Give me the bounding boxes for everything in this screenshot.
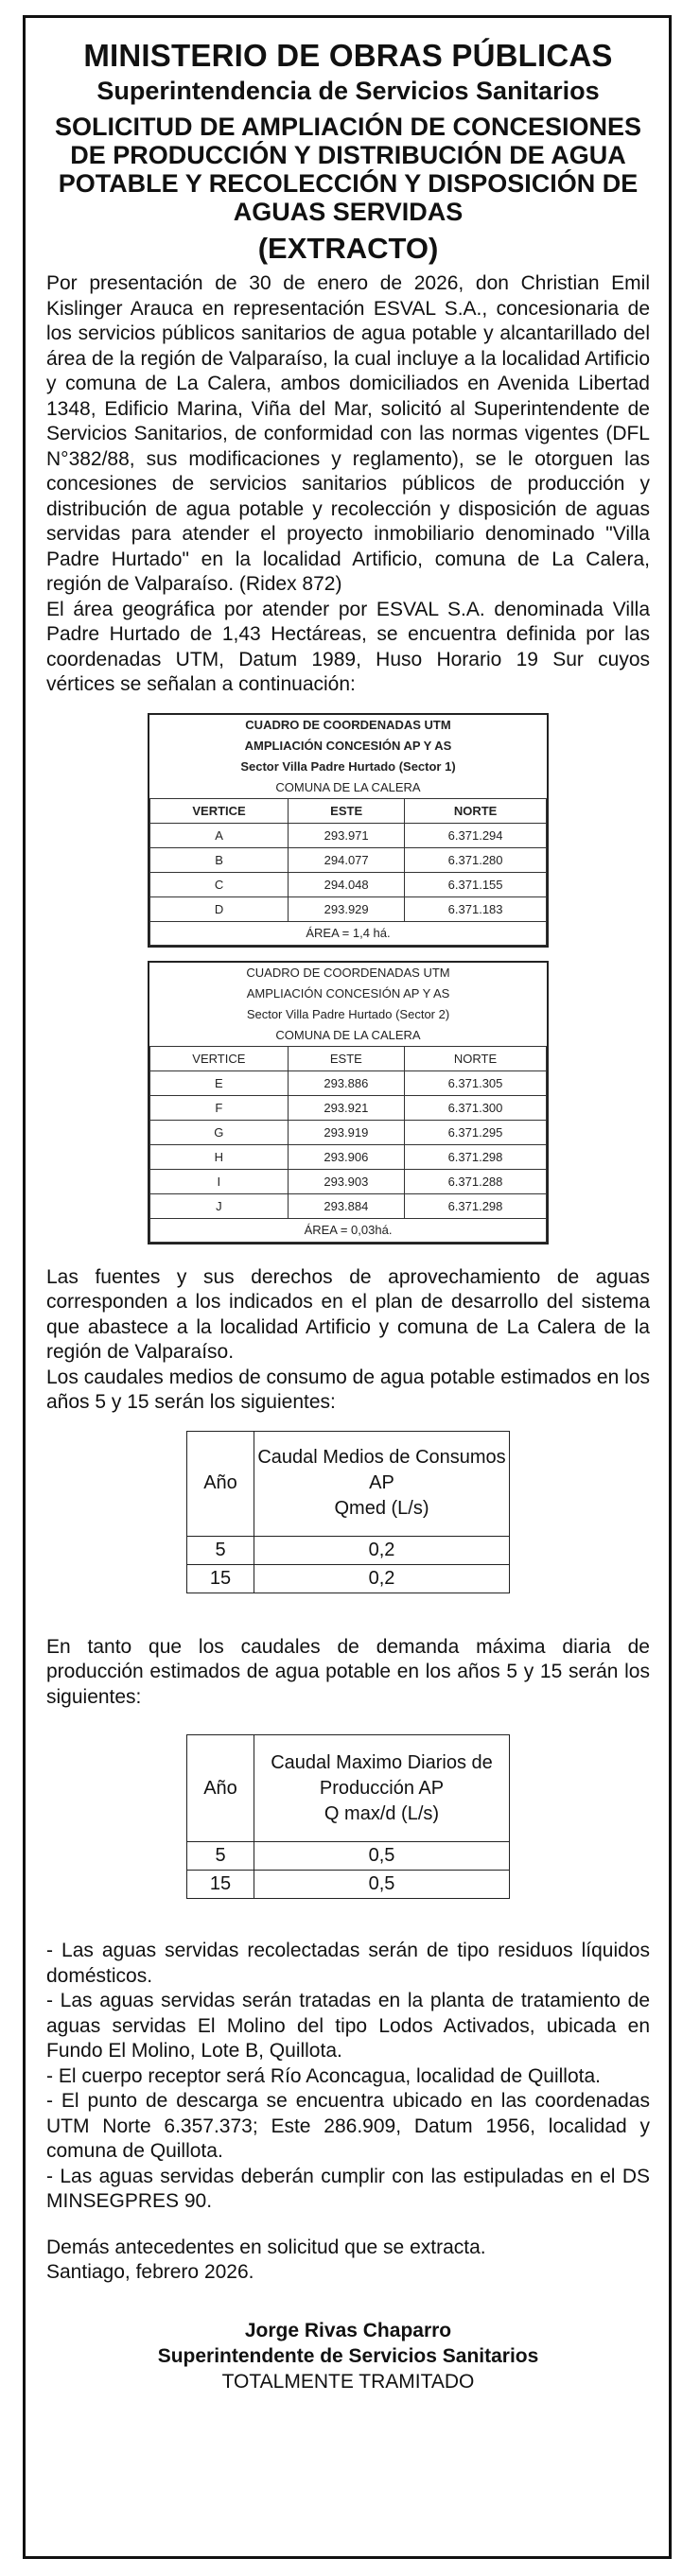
vertex-cell: G <box>150 1120 289 1144</box>
conditions-list <box>46 1939 650 2215</box>
vertex-cell: B <box>150 847 289 872</box>
north-cell: 6.371.288 <box>404 1169 546 1193</box>
vertex-cell: H <box>150 1144 289 1169</box>
east-cell: 293.884 <box>288 1193 404 1218</box>
notice-frame <box>23 15 672 2559</box>
table-row <box>150 1144 547 1169</box>
col-header: NORTE <box>404 1046 546 1070</box>
vertex-cell: A <box>150 823 289 847</box>
flow-header-line: AP <box>369 1472 394 1493</box>
area-cell: ÁREA = 0,03há. <box>150 1218 547 1242</box>
flow-header <box>254 1431 510 1536</box>
table-row <box>150 1095 547 1120</box>
coord-table-title: CUADRO DE COORDENADAS UTM <box>245 717 451 732</box>
processing-status: TOTALMENTE TRAMITADO <box>221 2370 475 2393</box>
signatory-name: Jorge Rivas Chaparro <box>244 2319 452 2341</box>
flow-header <box>254 1735 510 1842</box>
closing-line: Demás antecedentes en solicitud que se extracta. <box>46 2236 486 2258</box>
east-cell: 293.971 <box>289 823 405 847</box>
coord-table-sector-1 <box>148 713 549 948</box>
north-cell: 6.371.298 <box>404 1144 546 1169</box>
east-cell: 293.929 <box>289 896 405 921</box>
request-title-line: SOLICITUD DE AMPLIACIÓN DE CONCESIONES <box>54 113 642 141</box>
coord-table-title: CUADRO DE COORDENADAS UTM <box>246 965 450 980</box>
col-header: VERTICE <box>150 798 289 823</box>
intro-paragraph: Por presentación de 30 de enero de 2026, don Christian Emil Kislinger Arauca en representación ESVAL S.A., concesionaria de los servicios públicos sanitarios de agua potable y alcantarillado del área de la región de Valparaíso, la cual incluye a la localidad Artificio y comuna de La Calera, ambos domiciliados en Avenida Libertad 1348, Edificio Marina, Viña del Mar, solicitó al Superintendente de Servicios Sanitarios, de conformidad con las normas vigentes (DFL N°382/88, sus modificaciones y reglamento), se le otorguen las concesiones de servicios sanitarios públicos de producción y distribución de agua potable y recolección y disposición de aguas servidas para atender el proyecto inmobiliario denominado "Villa Padre Hurtado" en la localidad Artificio, comuna de La Calera, región de Valparaíso. (Ridex 872) <box>46 272 650 595</box>
vertex-cell: I <box>150 1169 289 1193</box>
closing-block <box>46 2236 650 2286</box>
coord-grid <box>149 798 547 946</box>
table-row <box>150 1169 547 1193</box>
coord-table-title: Sector Villa Padre Hurtado (Sector 1) <box>240 758 456 774</box>
production-table <box>186 1734 510 1899</box>
flow-cell: 0,5 <box>254 1842 510 1871</box>
coord-table-title: Sector Villa Padre Hurtado (Sector 2) <box>246 1006 450 1021</box>
east-cell: 293.906 <box>288 1144 404 1169</box>
north-cell: 6.371.300 <box>404 1095 546 1120</box>
agency-title: Superintendencia de Servicios Sanitarios <box>96 77 600 105</box>
coord-table-title: COMUNA DE LA CALERA <box>275 1027 421 1042</box>
flow-header-line: Producción AP <box>319 1777 445 1799</box>
table-row <box>150 847 547 872</box>
table-row <box>187 1871 510 1899</box>
vertex-cell: F <box>150 1095 289 1120</box>
signature-block <box>46 2318 650 2394</box>
vertex-cell: E <box>150 1070 289 1095</box>
coord-table-title: AMPLIACIÓN CONCESIÓN AP Y AS <box>246 985 450 1001</box>
east-cell: 293.903 <box>288 1169 404 1193</box>
consumption-table <box>186 1431 510 1593</box>
table-row <box>150 823 547 847</box>
request-title-line: DE PRODUCCIÓN Y DISTRIBUCIÓN DE AGUA <box>70 141 626 169</box>
vertex-cell: D <box>150 896 289 921</box>
north-cell: 6.371.298 <box>404 1193 546 1218</box>
east-cell: 294.048 <box>289 872 405 896</box>
flow-header-line: Caudal Medios de Consumos <box>257 1447 506 1468</box>
north-cell: 6.371.295 <box>404 1120 546 1144</box>
north-cell: 6.371.280 <box>405 847 547 872</box>
closing-date: Santiago, febrero 2026. <box>46 2261 254 2283</box>
table-row <box>150 1120 547 1144</box>
col-header: NORTE <box>405 798 547 823</box>
list-item: - El punto de descarga se encuentra ubicado en las coordenadas UTM Norte 6.357.373; Este 286.909, Datum 1956, localidad y comuna de Quillota. <box>46 2090 650 2162</box>
area-paragraph: El área geográfica por atender por ESVAL S.A. denominada Villa Padre Hurtado de 1,43 Hectáreas, se encuentra definida por las coordenadas UTM, Datum 1989, Huso Horario 19 Sur cuyos vértices se señalan a continuación: <box>46 598 650 695</box>
extract-subtitle: (EXTRACTO) <box>257 232 439 265</box>
coord-table-header <box>149 715 547 798</box>
table-row <box>150 896 547 921</box>
vertex-cell: C <box>150 872 289 896</box>
east-cell: 293.919 <box>288 1120 404 1144</box>
table-row <box>150 872 547 896</box>
year-cell: 15 <box>187 1871 254 1899</box>
north-cell: 6.371.155 <box>405 872 547 896</box>
consumption-paragraph: Los caudales medios de consumo de agua potable estimados en los años 5 y 15 serán los siguientes: <box>46 1366 650 1413</box>
north-cell: 6.371.294 <box>405 823 547 847</box>
year-cell: 5 <box>187 1842 254 1871</box>
coord-table-sector-2 <box>148 961 549 1244</box>
request-title-line: POTABLE Y RECOLECCIÓN Y DISPOSICIÓN DE <box>58 169 639 198</box>
list-item: - Las aguas servidas serán tratadas en la planta de tratamiento de aguas servidas El Molino del tipo Lodos Activados, ubicada en Fundo El Molino, Lote B, Quillota. <box>46 1990 650 2062</box>
east-cell: 293.886 <box>288 1070 404 1095</box>
year-header: Año <box>187 1735 254 1842</box>
year-header: Año <box>187 1431 254 1536</box>
coord-table-title: COMUNA DE LA CALERA <box>275 779 421 794</box>
flow-cell: 0,2 <box>254 1564 510 1593</box>
list-item: - Las aguas servidas recolectadas serán de tipo residuos líquidos domésticos. <box>46 1940 650 1987</box>
list-item: - Las aguas servidas deberán cumplir con las estipuladas en el DS MINSEGPRES 90. <box>46 2165 650 2212</box>
request-title-line: AGUAS SERVIDAS <box>233 198 464 226</box>
flow-header-line: Q max/d (L/s) <box>324 1802 440 1824</box>
col-header: ESTE <box>289 798 405 823</box>
notice-content <box>46 37 650 2394</box>
vertex-cell: J <box>150 1193 289 1218</box>
sources-paragraph: Las fuentes y sus derechos de aprovechamiento de aguas corresponden a los indicados en el plan de desarrollo del sistema que abastece a la localidad Artificio y comuna de La Calera de la región de Valparaíso. <box>46 1265 650 1363</box>
east-cell: 294.077 <box>289 847 405 872</box>
table-row <box>187 1842 510 1871</box>
flow-cell: 0,2 <box>254 1536 510 1564</box>
flow-header-line: Qmed (L/s) <box>334 1498 429 1519</box>
list-item: - El cuerpo receptor será Río Aconcagua, localidad de Quillota. <box>46 2064 602 2087</box>
request-title <box>46 113 650 226</box>
north-cell: 6.371.305 <box>404 1070 546 1095</box>
flow-header-line: Caudal Maximo Diarios de <box>271 1751 493 1773</box>
col-header: ESTE <box>288 1046 404 1070</box>
table-row <box>187 1564 510 1593</box>
col-header: VERTICE <box>150 1046 289 1070</box>
max-demand-paragraph: En tanto que los caudales de demanda máxima diaria de producción estimados de agua potable en los años 5 y 15 serán los siguientes: <box>46 1635 650 1708</box>
year-cell: 15 <box>187 1564 254 1593</box>
coord-grid <box>149 1046 547 1243</box>
table-row <box>187 1536 510 1564</box>
north-cell: 6.371.183 <box>405 896 547 921</box>
table-row <box>150 1193 547 1218</box>
area-cell: ÁREA = 1,4 há. <box>150 921 547 945</box>
signatory-role: Superintendente de Servicios Sanitarios <box>157 2344 539 2367</box>
year-cell: 5 <box>187 1536 254 1564</box>
coord-table-title: AMPLIACIÓN CONCESIÓN AP Y AS <box>244 738 452 753</box>
flow-cell: 0,5 <box>254 1871 510 1899</box>
coord-table-header <box>149 963 547 1046</box>
table-row <box>150 1070 547 1095</box>
ministry-title: MINISTERIO DE OBRAS PÚBLICAS <box>83 38 613 73</box>
east-cell: 293.921 <box>288 1095 404 1120</box>
